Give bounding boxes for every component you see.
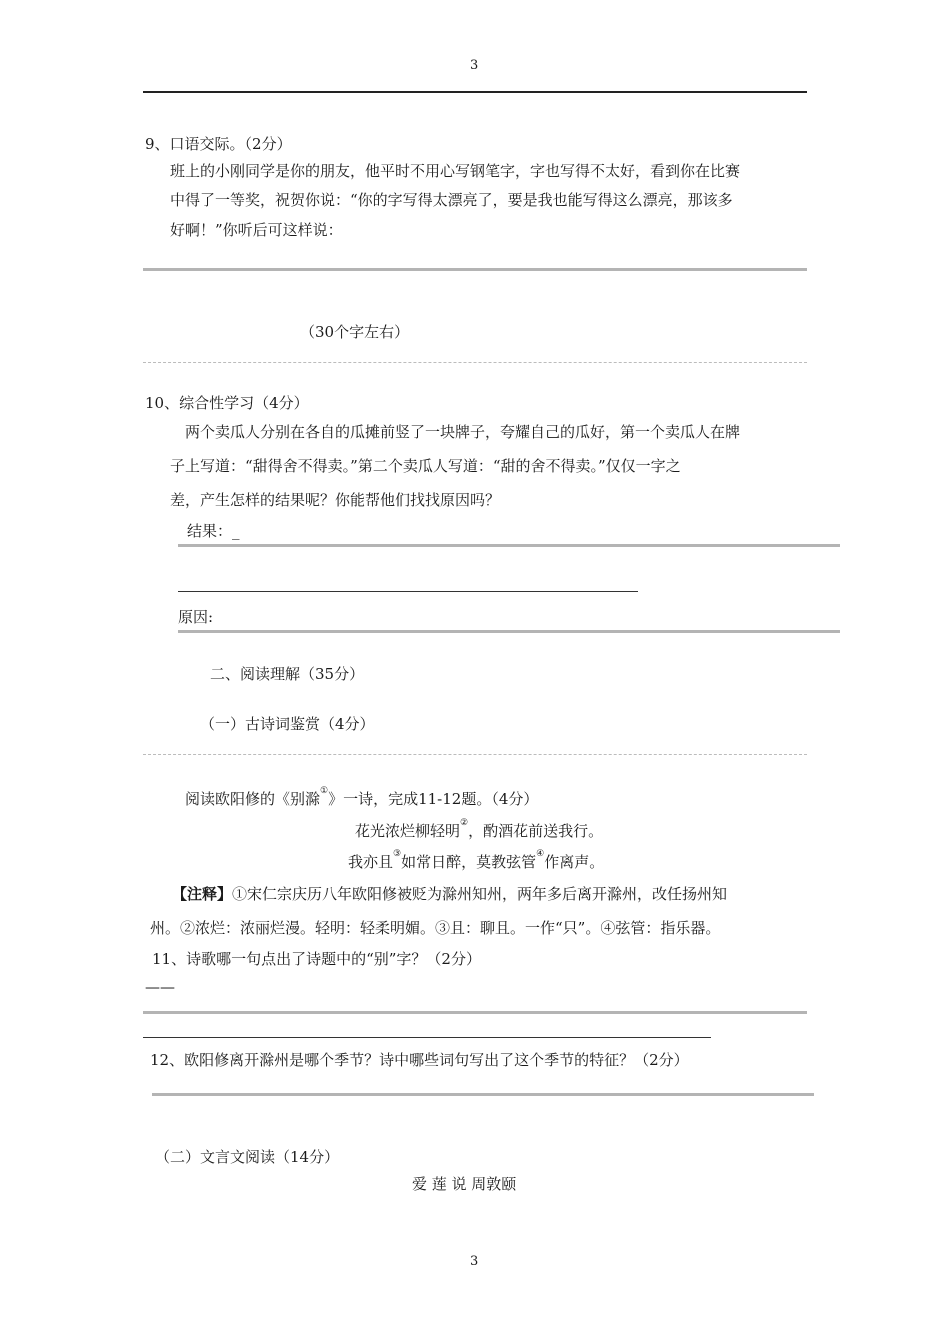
q12-title: 12、欧阳修离开滁州是哪个季节？诗中哪些词句写出了这个季节的特征？（2分）: [150, 1051, 689, 1069]
poem-line-2-b: 如常日醉，莫教弦管: [401, 853, 537, 871]
q10-line-2: 子上写道：“甜得舍不得卖。”第二个卖瓜人写道：“甜的舍不得卖。”仅仅一字之: [170, 457, 681, 475]
q10-reason-label: 原因:: [178, 608, 214, 626]
q10-result-label: 结果：_: [187, 522, 240, 540]
note-marker-4: ④: [536, 849, 545, 859]
header-rule: [143, 91, 807, 93]
q10-result-line-2[interactable]: [178, 591, 638, 592]
q9-line-3: 好啊！”你听后可这样说：: [170, 221, 343, 239]
notes-text-1: ①宋仁宗庆历八年欧阳修被贬为滁州知州，两年多后离开滁州，改任扬州知: [232, 885, 728, 903]
q12-answer-line[interactable]: [152, 1093, 814, 1096]
poem-notes-line-2: 州。②浓烂：浓丽烂漫。轻明：轻柔明媚。③且：聊且。一作“只”。④弦管：指乐器。: [150, 919, 721, 937]
note-marker-2: ②: [460, 818, 469, 828]
notes-label: 【注释】: [172, 885, 233, 903]
poem-line-2: [348, 851, 604, 872]
section2-title: 二、阅读理解（35分）: [210, 665, 365, 683]
q9-title: 9、口语交际。（2分）: [145, 135, 292, 153]
poem-line-1: [355, 820, 603, 841]
poem-intro-b: 》一诗，完成11-12题。（4分）: [328, 790, 539, 808]
poem-line-2-a: 我亦且: [348, 853, 394, 871]
dashed-divider-1: [143, 362, 807, 363]
poem-line-1-a: 花光浓烂柳轻明: [355, 822, 461, 840]
q10-line-3: 差，产生怎样的结果呢？你能帮他们找找原因吗？: [170, 491, 501, 509]
poem-notes-line-1: [172, 883, 727, 904]
q11-title: 11、诗歌哪一句点出了诗题中的“别”字？（2分）: [152, 950, 481, 968]
q10-reason-line[interactable]: [178, 630, 840, 633]
q11-answer-line[interactable]: [143, 1011, 807, 1014]
footer-page-number: 3: [470, 1254, 479, 1269]
dashed-divider-2: [143, 754, 807, 755]
poem-line-1-b: ，酌酒花前送我行。: [468, 822, 604, 840]
q10-result-line[interactable]: [178, 544, 840, 547]
poem-line-2-c: 作离声。: [544, 853, 605, 871]
q9-answer-line[interactable]: [143, 268, 807, 271]
header-page-number: 3: [470, 58, 479, 73]
note-marker-1: ①: [320, 786, 329, 796]
q9-line-2: 中得了一等奖，祝贺你说：“你的字写得太漂亮了，要是我也能写得这么漂亮，那该多: [170, 191, 733, 209]
q11-answer-line-2[interactable]: [143, 1037, 711, 1038]
q9-hint: （30个字左右）: [300, 323, 410, 341]
q9-line-1: 班上的小刚同学是你的朋友，他平时不用心写钢笔字，字也写得不太好，看到你在比赛: [170, 162, 741, 180]
section2-sub1: （一）古诗词鉴赏（4分）: [200, 715, 375, 733]
poem-intro: [185, 788, 538, 809]
poem-intro-a: 阅读欧阳修的《别滁: [185, 790, 321, 808]
q11-blank: ——: [145, 978, 175, 996]
essay-title: 爱 莲 说 周敦颐: [412, 1175, 517, 1193]
q10-title: 10、综合性学习（4分）: [145, 394, 309, 412]
q10-line-1: 两个卖瓜人分别在各自的瓜摊前竖了一块牌子，夸耀自己的瓜好，第一个卖瓜人在牌: [185, 423, 741, 441]
section2b-title: （二）文言文阅读（14分）: [155, 1148, 340, 1166]
note-marker-3: ③: [393, 849, 402, 859]
